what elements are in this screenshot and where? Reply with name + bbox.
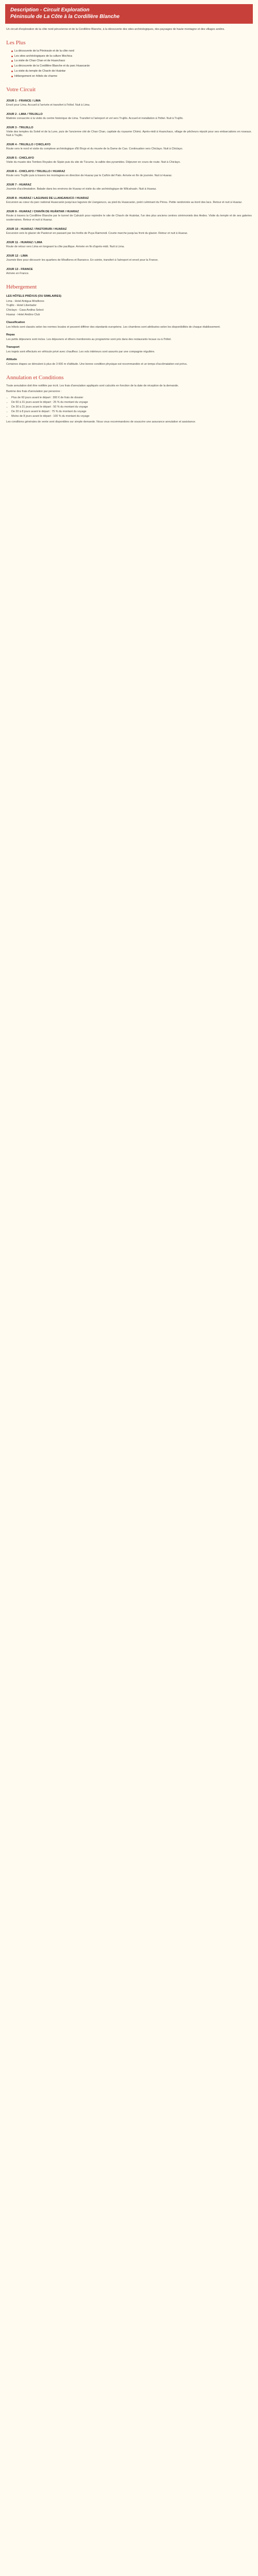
plus-list bbox=[11, 49, 252, 79]
plus-item: La découverte de la Cordillère Blanche et du parc Huascarán bbox=[11, 64, 252, 69]
hotel-line: Lima - Hotel Antigua Miraflores bbox=[6, 299, 44, 303]
hotel-line: Trujillo - Hotel Libertador bbox=[6, 304, 37, 308]
day-heading: JOUR 2 - LIMA / TRUJILLO bbox=[6, 112, 43, 116]
annul-text: Barème des frais d'annulation par personne : bbox=[6, 390, 62, 394]
day-text: Visite des temples du Soleil et de la Lune, puis de l'ancienne cité de Chan Chan, capitale du royaume Chimú. Après-midi à Huanchaco, village de pêcheurs réputé pour ses embarcations en roseaux. Nuit à Trujillo. bbox=[6, 130, 252, 138]
page-subtitle: Péninsule de La Côte à la Cordillère Blanche bbox=[10, 13, 120, 20]
fee-item: • De 20 à 8 jours avant le départ : 75 % du montant du voyage bbox=[11, 410, 252, 414]
day-text: Journée libre pour découvrir les quartiers de Miraflores et Barranco. En soirée, transfert à l'aéroport et envol pour la France. bbox=[6, 258, 158, 262]
day-item bbox=[6, 267, 252, 276]
hotel-line: Huaraz - Hotel Andino Club bbox=[6, 313, 40, 317]
fee-item: • De 60 à 31 jours avant le départ : 25 % du montant du voyage bbox=[11, 401, 252, 405]
hotel-line: Chiclayo - Casa Andina Select bbox=[6, 309, 44, 312]
day-heading: JOUR 8 - HUARAZ / LAGUNAS DE LLANGANUCO / HUARAZ bbox=[6, 197, 89, 200]
day-heading: JOUR 12 - LIMA bbox=[6, 254, 28, 258]
section-title-itinerary: Votre Circuit bbox=[6, 86, 36, 93]
day-text: Route vers le nord et visite du complexe archéologique d'El Brujo et du musée de la Dame de Cao. Continuation vers Chiclayo. Nuit à Chiclayo. bbox=[6, 147, 183, 151]
intro-text: Un circuit d'exploration de la côte nord péruvienne et de la Cordillère Blanche, à la découverte des sites archéologiques, des paysages de haute montagne et des villages andins. bbox=[6, 28, 225, 31]
plus-item: La visite de Chan Chan et de Huanchaco bbox=[11, 59, 252, 63]
plus-item: La visite du temple de Chavín de Huántar bbox=[11, 70, 252, 74]
plus-item: La découverte de la Péninsule et de la côte nord bbox=[11, 49, 252, 54]
day-item bbox=[6, 196, 252, 205]
day-text: Visite du musée des Tombes Royales de Sipán puis du site de Túcume, la vallée des pyramides. Déjeuner en cours de route. Nuit à Chiclayo. bbox=[6, 161, 181, 164]
note-text: Les hôtels sont classés selon les normes locales et peuvent différer des standards européens. Les chambres sont attribuées selon les disponibilités de chaque établissement. bbox=[6, 325, 221, 329]
section-title-annulation: Annulation et Conditions bbox=[6, 374, 64, 381]
day-text: Route vers Trujillo puis à travers les montagnes en direction de Huaraz par le Cañón del Pato. Arrivée en fin de journée. Nuit à Huaraz. bbox=[6, 174, 172, 178]
day-heading: JOUR 5 - CHICLAYO bbox=[6, 157, 34, 160]
day-item bbox=[6, 170, 252, 178]
annul-text: Toute annulation doit être notifiée par écrit. Les frais d'annulation appliqués sont calculés en fonction de la date de réception de la demande. bbox=[6, 384, 179, 387]
day-text: Excursion au cœur du parc national Huascarán jusqu'aux lagunes de Llanganuco, au pied du Huascarán, point culminant du Pérou. Petite randonnée au bord des lacs. Retour et nuit à Huaraz. bbox=[6, 201, 243, 205]
plus-item: Hébergement en hôtels de charme bbox=[11, 75, 252, 79]
note-text: Les trajets sont effectués en véhicule privé avec chauffeur. Les vols intérieurs sont assurés par une compagnie régulière. bbox=[6, 350, 155, 353]
section-title-hebergement: Hébergement bbox=[6, 283, 37, 290]
day-text: Arrivée en France. bbox=[6, 272, 29, 275]
day-heading: JOUR 9 - HUARAZ / CHAVÍN DE HUÁNTAR / HUARAZ bbox=[6, 210, 79, 213]
plus-item: Les sites archéologiques de la culture Mochica bbox=[11, 55, 252, 59]
day-item bbox=[6, 183, 252, 192]
note-title: Repas bbox=[6, 333, 15, 336]
day-text: Envol pour Lima. Accueil à l'arrivée et transfert à l'hôtel. Nuit à Lima. bbox=[6, 103, 90, 107]
annulation-block bbox=[6, 384, 252, 425]
page bbox=[0, 4, 258, 457]
fee-item: • Moins de 8 jours avant le départ : 100 % du montant du voyage bbox=[11, 415, 252, 419]
day-item bbox=[6, 112, 252, 121]
day-heading: JOUR 1 - FRANCE / LIMA bbox=[6, 99, 41, 103]
day-item bbox=[6, 143, 252, 151]
hotels-label: LES HÔTELS PRÉVUS (OU SIMILAIRES) bbox=[6, 295, 61, 298]
day-heading: JOUR 13 - FRANCE bbox=[6, 267, 33, 271]
note-title: Altitude bbox=[6, 358, 17, 361]
day-item bbox=[6, 156, 252, 165]
hebergement-block bbox=[6, 294, 252, 366]
page-title: Description - Circuit Exploration bbox=[10, 7, 90, 13]
fee-item: • Plus de 60 jours avant le départ : 300 € de frais de dossier bbox=[11, 396, 252, 400]
day-heading: JOUR 4 - TRUJILLO / CHICLAYO bbox=[6, 143, 51, 147]
note-title: Transport bbox=[6, 345, 20, 349]
day-heading: JOUR 3 - TRUJILLO bbox=[6, 126, 34, 129]
day-item bbox=[6, 254, 252, 263]
day-item bbox=[6, 227, 252, 236]
day-heading: JOUR 10 - HUARAZ / PASTORURI / HUARAZ bbox=[6, 227, 67, 231]
day-text: Journée d'acclimatation. Balade dans les environs de Huaraz et visite du site archéologique de Wilcahuaín. Nuit à Huaraz. bbox=[6, 188, 157, 191]
fee-item: • De 30 à 21 jours avant le départ : 50 % du montant du voyage bbox=[11, 405, 252, 410]
note-text: Les petits déjeuners sont inclus. Les déjeuners et dîners mentionnés au programme sont pris dans des restaurants locaux ou à l'hôtel. bbox=[6, 337, 172, 341]
note-title: Classification bbox=[6, 320, 25, 324]
note-text: Certaines étapes se déroulent à plus de 3 000 m d'altitude. Une bonne condition physique est recommandée et un temps d'acclimatation est prévu. bbox=[6, 362, 188, 366]
fees-list bbox=[11, 396, 252, 418]
day-item bbox=[6, 210, 252, 223]
day-text: Route à travers la Cordillère Blanche par le tunnel de Cahuish pour rejoindre le site de Chavín de Huántar, l'un des plus anciens centres cérémoniels des Andes. Visite du temple et de ses galeries souterraines. Retour et nuit à Huaraz. bbox=[6, 214, 252, 222]
day-heading: JOUR 7 - HUARAZ bbox=[6, 183, 31, 187]
day-item bbox=[6, 126, 252, 139]
section-title-plus: Les Plus bbox=[6, 39, 26, 46]
day-item bbox=[6, 99, 252, 108]
day-heading: JOUR 6 - CHICLAYO / TRUJILLO / HUARAZ bbox=[6, 170, 66, 174]
annul-closing: Les conditions générales de vente sont disponibles sur simple demande. Nous vous recommandons de souscrire une assurance annulation et assistance. bbox=[6, 420, 196, 424]
header-banner bbox=[5, 4, 253, 24]
day-text: Excursion vers le glacier de Pastoruri en passant par les forêts de Puya Raimondi. Courte marche jusqu'au front du glacier. Retour et nuit à Huaraz. bbox=[6, 231, 188, 235]
itinerary-list bbox=[6, 99, 252, 276]
day-heading: JOUR 11 - HUARAZ / LIMA bbox=[6, 241, 42, 244]
day-text: Matinée consacrée à la visite du centre historique de Lima. Transfert à l'aéroport et vol vers Trujillo. Accueil et installation à l'hôtel. Nuit à Trujillo. bbox=[6, 116, 184, 120]
day-text: Route de retour vers Lima en longeant la côte pacifique. Arrivée en fin d'après-midi. Nuit à Lima. bbox=[6, 245, 125, 248]
day-item bbox=[6, 241, 252, 249]
